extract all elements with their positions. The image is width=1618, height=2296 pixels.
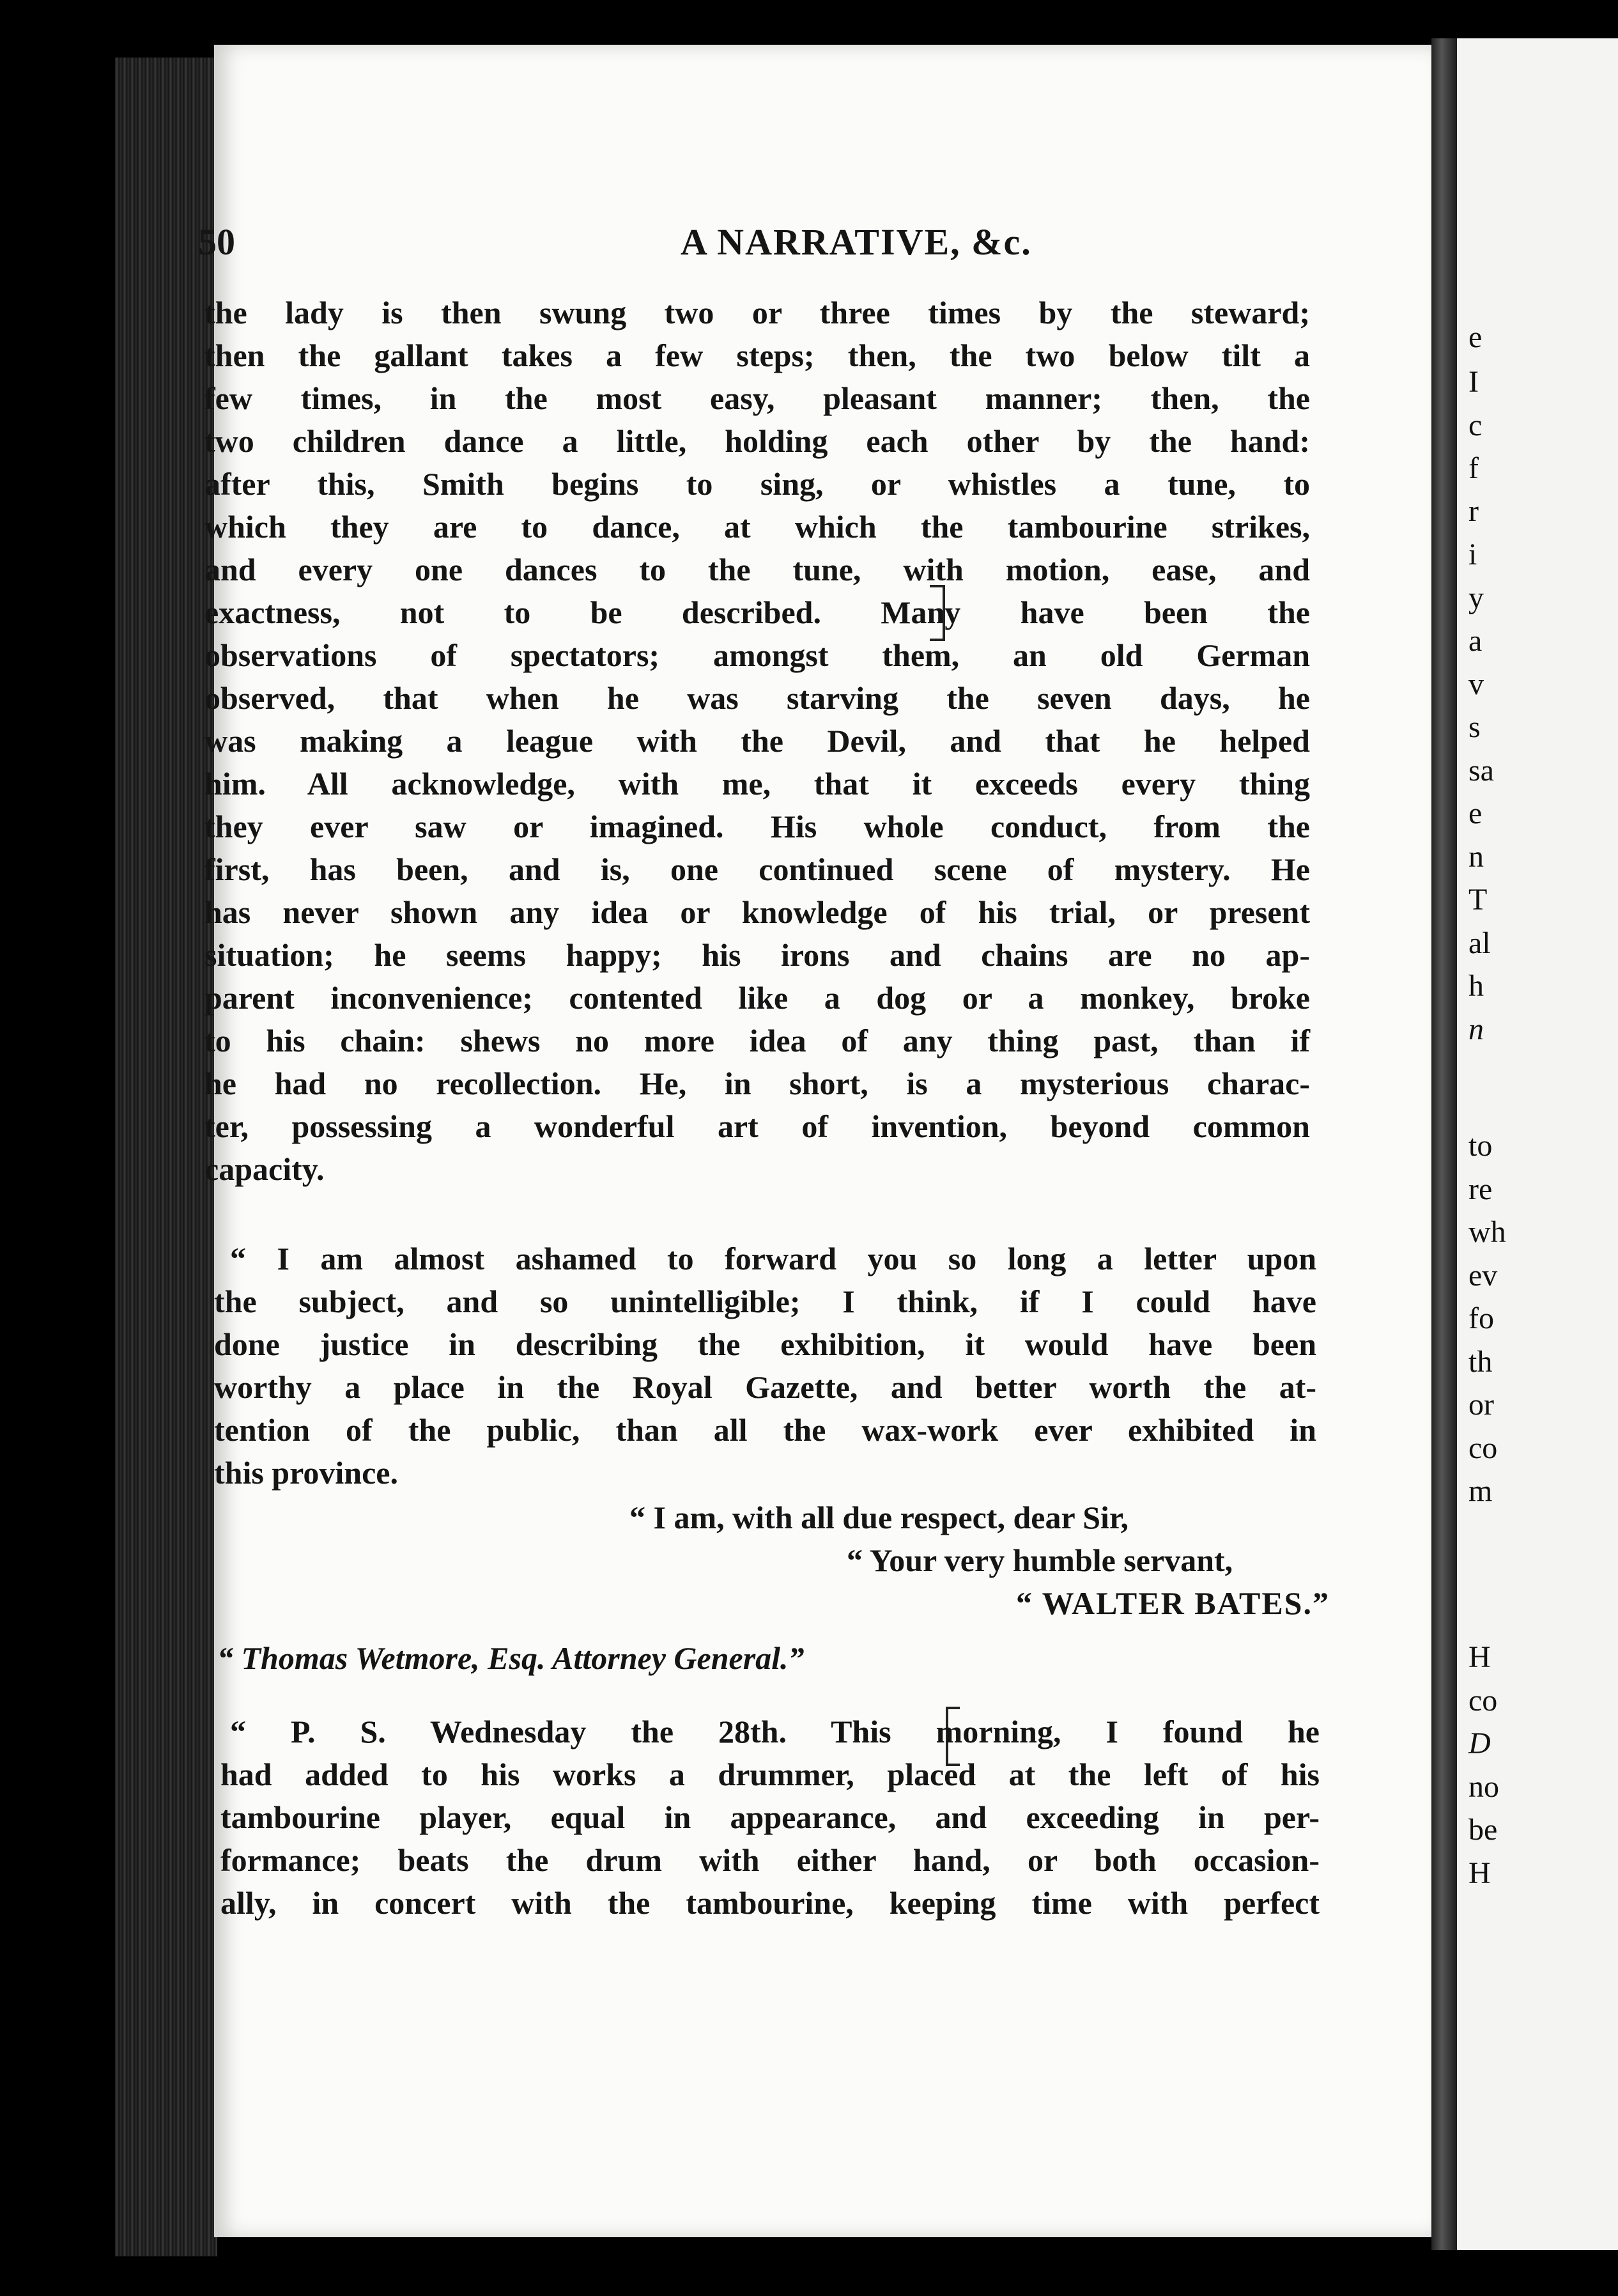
body-line: exactness, not to be described. Many have been the bbox=[204, 594, 1310, 630]
facing-page-fragment: fo bbox=[1468, 1301, 1494, 1335]
facing-page-fragment: D bbox=[1468, 1726, 1491, 1760]
body-line: observations of spectators; amongst them, an old German bbox=[204, 637, 1310, 673]
addressee: “ Thomas Wetmore, Esq. Attorney General.” bbox=[217, 1640, 805, 1676]
facing-page-fragment: r bbox=[1468, 494, 1479, 528]
facing-page-fragment: no bbox=[1468, 1770, 1499, 1804]
facing-page-fragment: f bbox=[1468, 451, 1479, 485]
facing-page-fragment: I bbox=[1468, 365, 1479, 399]
postscript-line: “ P. S. Wednesday the 28th. This morning, I found he bbox=[230, 1714, 1320, 1749]
letter-line: “ I am almost ashamed to forward you so long a letter upon bbox=[230, 1241, 1316, 1276]
letter-line: worthy a place in the Royal Gazette, and better worth the at- bbox=[214, 1369, 1316, 1405]
postscript-line: tambourine player, equal in appearance, and exceeding in per- bbox=[220, 1799, 1320, 1835]
signature: “ WALTER BATES.” bbox=[1016, 1585, 1330, 1621]
body-line: situation; he seems happy; his irons and chains are no ap- bbox=[204, 937, 1310, 973]
facing-page-fragment: s bbox=[1468, 710, 1481, 744]
facing-page-fragment: H bbox=[1468, 1640, 1491, 1674]
postscript-line: formance; beats the drum with either hand, or both occasion- bbox=[220, 1842, 1320, 1878]
facing-page-fragment: e bbox=[1468, 796, 1483, 830]
facing-page-fragment: y bbox=[1468, 581, 1484, 615]
facing-page-fragment: be bbox=[1468, 1813, 1498, 1847]
body-line: to his chain: shews no more idea of any thing past, than if bbox=[204, 1023, 1310, 1059]
facing-page-fragment: h bbox=[1468, 969, 1484, 1003]
closing-respect: “ I am, with all due respect, dear Sir, bbox=[629, 1500, 1129, 1535]
facing-page-fragment: a bbox=[1468, 624, 1483, 658]
body-line: two children dance a little, holding each other by the hand: bbox=[204, 423, 1310, 459]
book-spine bbox=[1431, 38, 1457, 2250]
body-line: parent inconvenience; contented like a dog or a monkey, broke bbox=[204, 980, 1310, 1016]
body-line: was making a league with the Devil, and that he helped bbox=[204, 723, 1310, 759]
facing-page-fragment: m bbox=[1468, 1474, 1493, 1508]
facing-page-fragment: co bbox=[1468, 1431, 1498, 1465]
facing-page-fragment: n bbox=[1468, 840, 1484, 874]
body-line: has never shown any idea or knowledge of his trial, or present bbox=[204, 894, 1310, 930]
body-line: observed, that when he was starving the seven days, he bbox=[204, 680, 1310, 716]
letter-line: this province. bbox=[214, 1455, 398, 1491]
facing-page-fragment: i bbox=[1468, 538, 1477, 571]
facing-page-fragment: to bbox=[1468, 1129, 1493, 1163]
facing-page-fragment: ev bbox=[1468, 1259, 1498, 1292]
facing-page-fragment: th bbox=[1468, 1345, 1493, 1379]
body-line: first, has been, and is, one continued scene of mystery. He bbox=[204, 851, 1310, 887]
letter-line: done justice in describing the exhibition, it would have been bbox=[214, 1326, 1316, 1362]
body-line: then the gallant takes a few steps; then, the two below tilt a bbox=[204, 337, 1310, 373]
facing-page-fragment: co bbox=[1468, 1684, 1498, 1718]
facing-page-fragment: T bbox=[1468, 883, 1488, 917]
body-line: few times, in the most easy, pleasant manner; then, the bbox=[204, 380, 1310, 416]
facing-page-fragment: re bbox=[1468, 1172, 1493, 1206]
postscript-line: had added to his works a drummer, placed at the left of his bbox=[220, 1757, 1320, 1792]
closing-servant: “ Your very humble servant, bbox=[847, 1542, 1233, 1578]
letter-line: the subject, and so unintelligible; I think, if I could have bbox=[214, 1284, 1316, 1319]
facing-page-fragment: e bbox=[1468, 320, 1483, 354]
body-line: and every one dances to the tune, with motion, ease, and bbox=[204, 552, 1310, 587]
body-line: the lady is then swung two or three times by the steward; bbox=[204, 295, 1310, 330]
book-edge bbox=[115, 58, 217, 2256]
facing-page-fragment: c bbox=[1468, 408, 1483, 442]
facing-page-fragment: or bbox=[1468, 1388, 1494, 1422]
running-head: A NARRATIVE, &c. bbox=[681, 221, 1032, 263]
ink-bracket-mark bbox=[930, 585, 945, 641]
body-line: he had no recollection. He, in short, is a mysterious charac- bbox=[204, 1066, 1310, 1101]
body-line: they ever saw or imagined. His whole conduct, from the bbox=[204, 809, 1310, 844]
facing-page-fragment: sa bbox=[1468, 754, 1494, 787]
page-number: 50 bbox=[198, 221, 235, 263]
facing-page-fragment: H bbox=[1468, 1856, 1491, 1890]
facing-page-fragment: al bbox=[1468, 926, 1491, 960]
facing-page-fragment: wh bbox=[1468, 1215, 1506, 1249]
body-line: him. All acknowledge, with me, that it exceeds every thing bbox=[204, 766, 1310, 802]
facing-page-fragment: v bbox=[1468, 667, 1484, 701]
body-line: after this, Smith begins to sing, or whistles a tune, to bbox=[204, 466, 1310, 502]
facing-page-edge bbox=[1457, 38, 1618, 2250]
facing-page-fragment: n bbox=[1468, 1012, 1484, 1046]
body-line: capacity. bbox=[204, 1151, 325, 1187]
postscript-line: ally, in concert with the tambourine, keeping time with perfect bbox=[220, 1885, 1320, 1921]
letter-line: tention of the public, than all the wax-work ever exhibited in bbox=[214, 1412, 1316, 1448]
body-line: which they are to dance, at which the tambourine strikes, bbox=[204, 509, 1310, 545]
body-line: ter, possessing a wonderful art of invention, beyond common bbox=[204, 1108, 1310, 1144]
